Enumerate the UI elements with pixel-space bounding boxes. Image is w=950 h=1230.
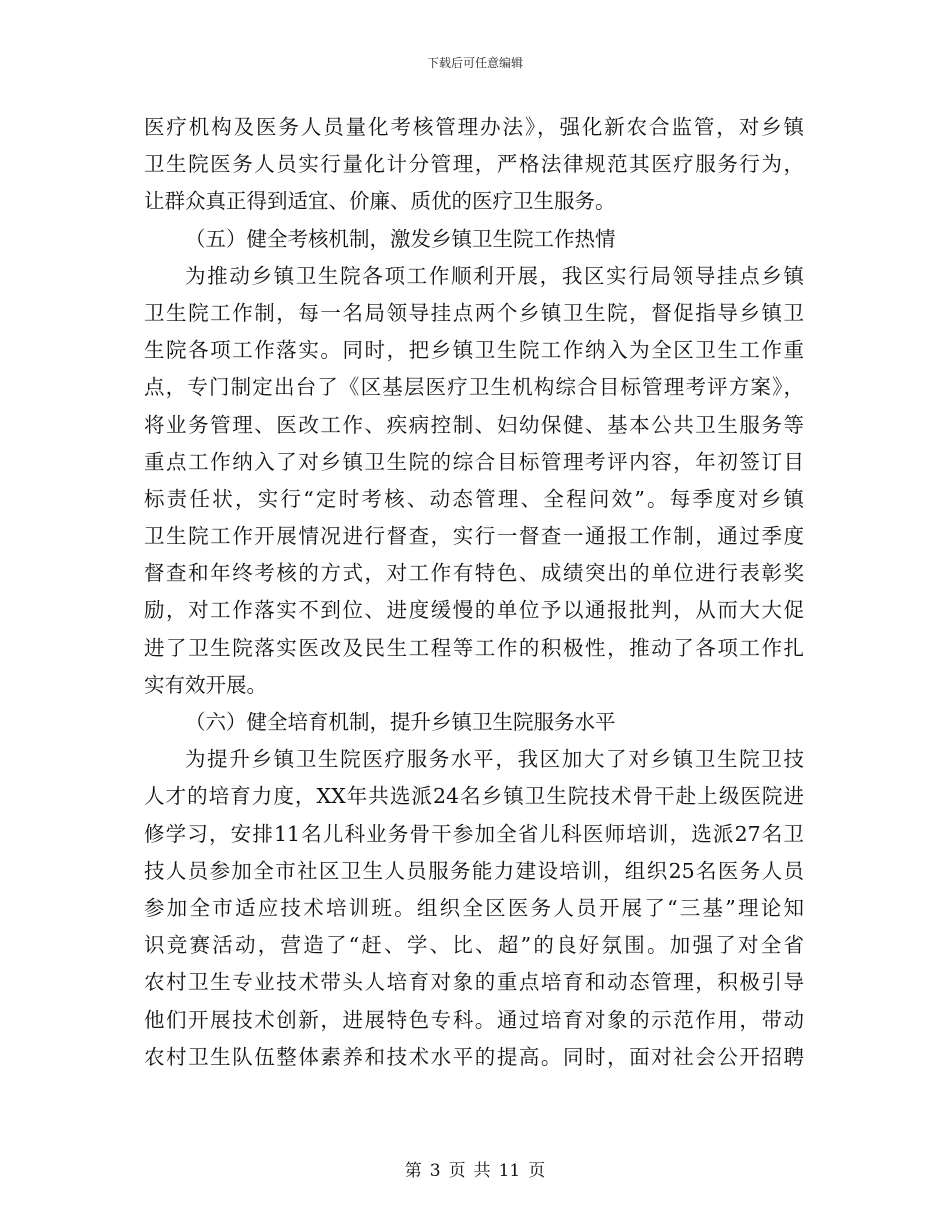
body-line: 修学习，安排11名儿科业务骨干参加全省儿科医师培训，选派27名卫 (144, 821, 804, 846)
body-line: 生院各项工作落实。同时，把乡镇卫生院工作纳入为全区卫生工作重 (144, 338, 804, 363)
body-line: 卫生院工作开展情况进行督查，实行一督查一通报工作制，通过季度 (144, 524, 804, 549)
document-body (144, 109, 804, 1076)
body-line: 卫生院医务人员实行量化计分管理，严格法律规范其医疗服务行为， (144, 152, 804, 177)
body-line: 让群众真正得到适宜、价廉、质优的医疗卫生服务。 (144, 189, 616, 214)
body-line: 卫生院工作制，每一名局领导挂点两个乡镇卫生院，督促指导乡镇卫 (144, 300, 804, 325)
body-line: 点，专门制定出台了《区基层医疗卫生机构综合目标管理考评方案》， (144, 375, 804, 400)
body-line: 农村卫生队伍整体素养和技术水平的提高。同时，面对社会公开招聘 (144, 1044, 804, 1069)
section-heading-6: （六）健全培育机制，提升乡镇卫生院服务水平 (185, 710, 616, 734)
total-label: 共 (473, 1161, 491, 1181)
section-heading-5: （五）健全考核机制，激发乡镇卫生院工作热情 (185, 226, 616, 251)
page-label-mid: 页 (448, 1161, 466, 1181)
body-line: 参加全市适应技术培训班。组织全区医务人员开展了“三基”理论知 (144, 895, 804, 920)
body-line: 进了卫生院落实医改及民生工程等工作的积极性，推动了各项工作扎 (144, 635, 804, 660)
current-page-number: 3 (429, 1161, 441, 1181)
page-label-prefix: 第 (404, 1161, 422, 1181)
body-line: 为推动乡镇卫生院各项工作顺利开展，我区实行局领导挂点乡镇 (185, 263, 804, 288)
body-line: 标责任状，实行“定时考核、动态管理、全程问效”。每季度对乡镇 (144, 486, 804, 511)
total-pages-number: 11 (498, 1161, 521, 1181)
body-line: 技人员参加全市社区卫生人员服务能力建设培训，组织25名医务人员 (144, 858, 804, 883)
body-line: 识竞赛活动，营造了“赶、学、比、超”的良好氛围。加强了对全省 (144, 933, 804, 958)
page-footer (0, 1156, 950, 1181)
page-label-suffix: 页 (528, 1161, 546, 1181)
body-line: 农村卫生专业技术带头人培育对象的重点培育和动态管理，积极引导 (144, 970, 804, 995)
page-header: 下载后可任意编辑 (426, 56, 523, 70)
body-line: 督查和年终考核的方式，对工作有特色、成绩突出的单位进行表彰奖 (144, 561, 804, 586)
body-line: 将业务管理、医改工作、疾病控制、妇幼保健、基本公共卫生服务等 (144, 412, 804, 437)
body-line: 医疗机构及医务人员量化考核管理办法》，强化新农合监管，对乡镇 (144, 115, 804, 139)
body-line: 励，对工作落实不到位、进度缓慢的单位予以通报批判，从而大大促 (144, 598, 804, 623)
body-line: 他们开展技术创新，进展特色专科。通过培育对象的示范作用，带动 (144, 1007, 804, 1032)
body-line: 人才的培育力度，XX年共选派24名乡镇卫生院技术骨干赴上级医院进 (144, 784, 804, 809)
body-line: 实有效开展。 (144, 672, 267, 697)
body-line: 为提升乡镇卫生院医疗服务水平，我区加大了对乡镇卫生院卫技 (185, 747, 804, 772)
body-line: 重点工作纳入了对乡镇卫生院的综合目标管理考评内容，年初签订目 (144, 449, 804, 474)
